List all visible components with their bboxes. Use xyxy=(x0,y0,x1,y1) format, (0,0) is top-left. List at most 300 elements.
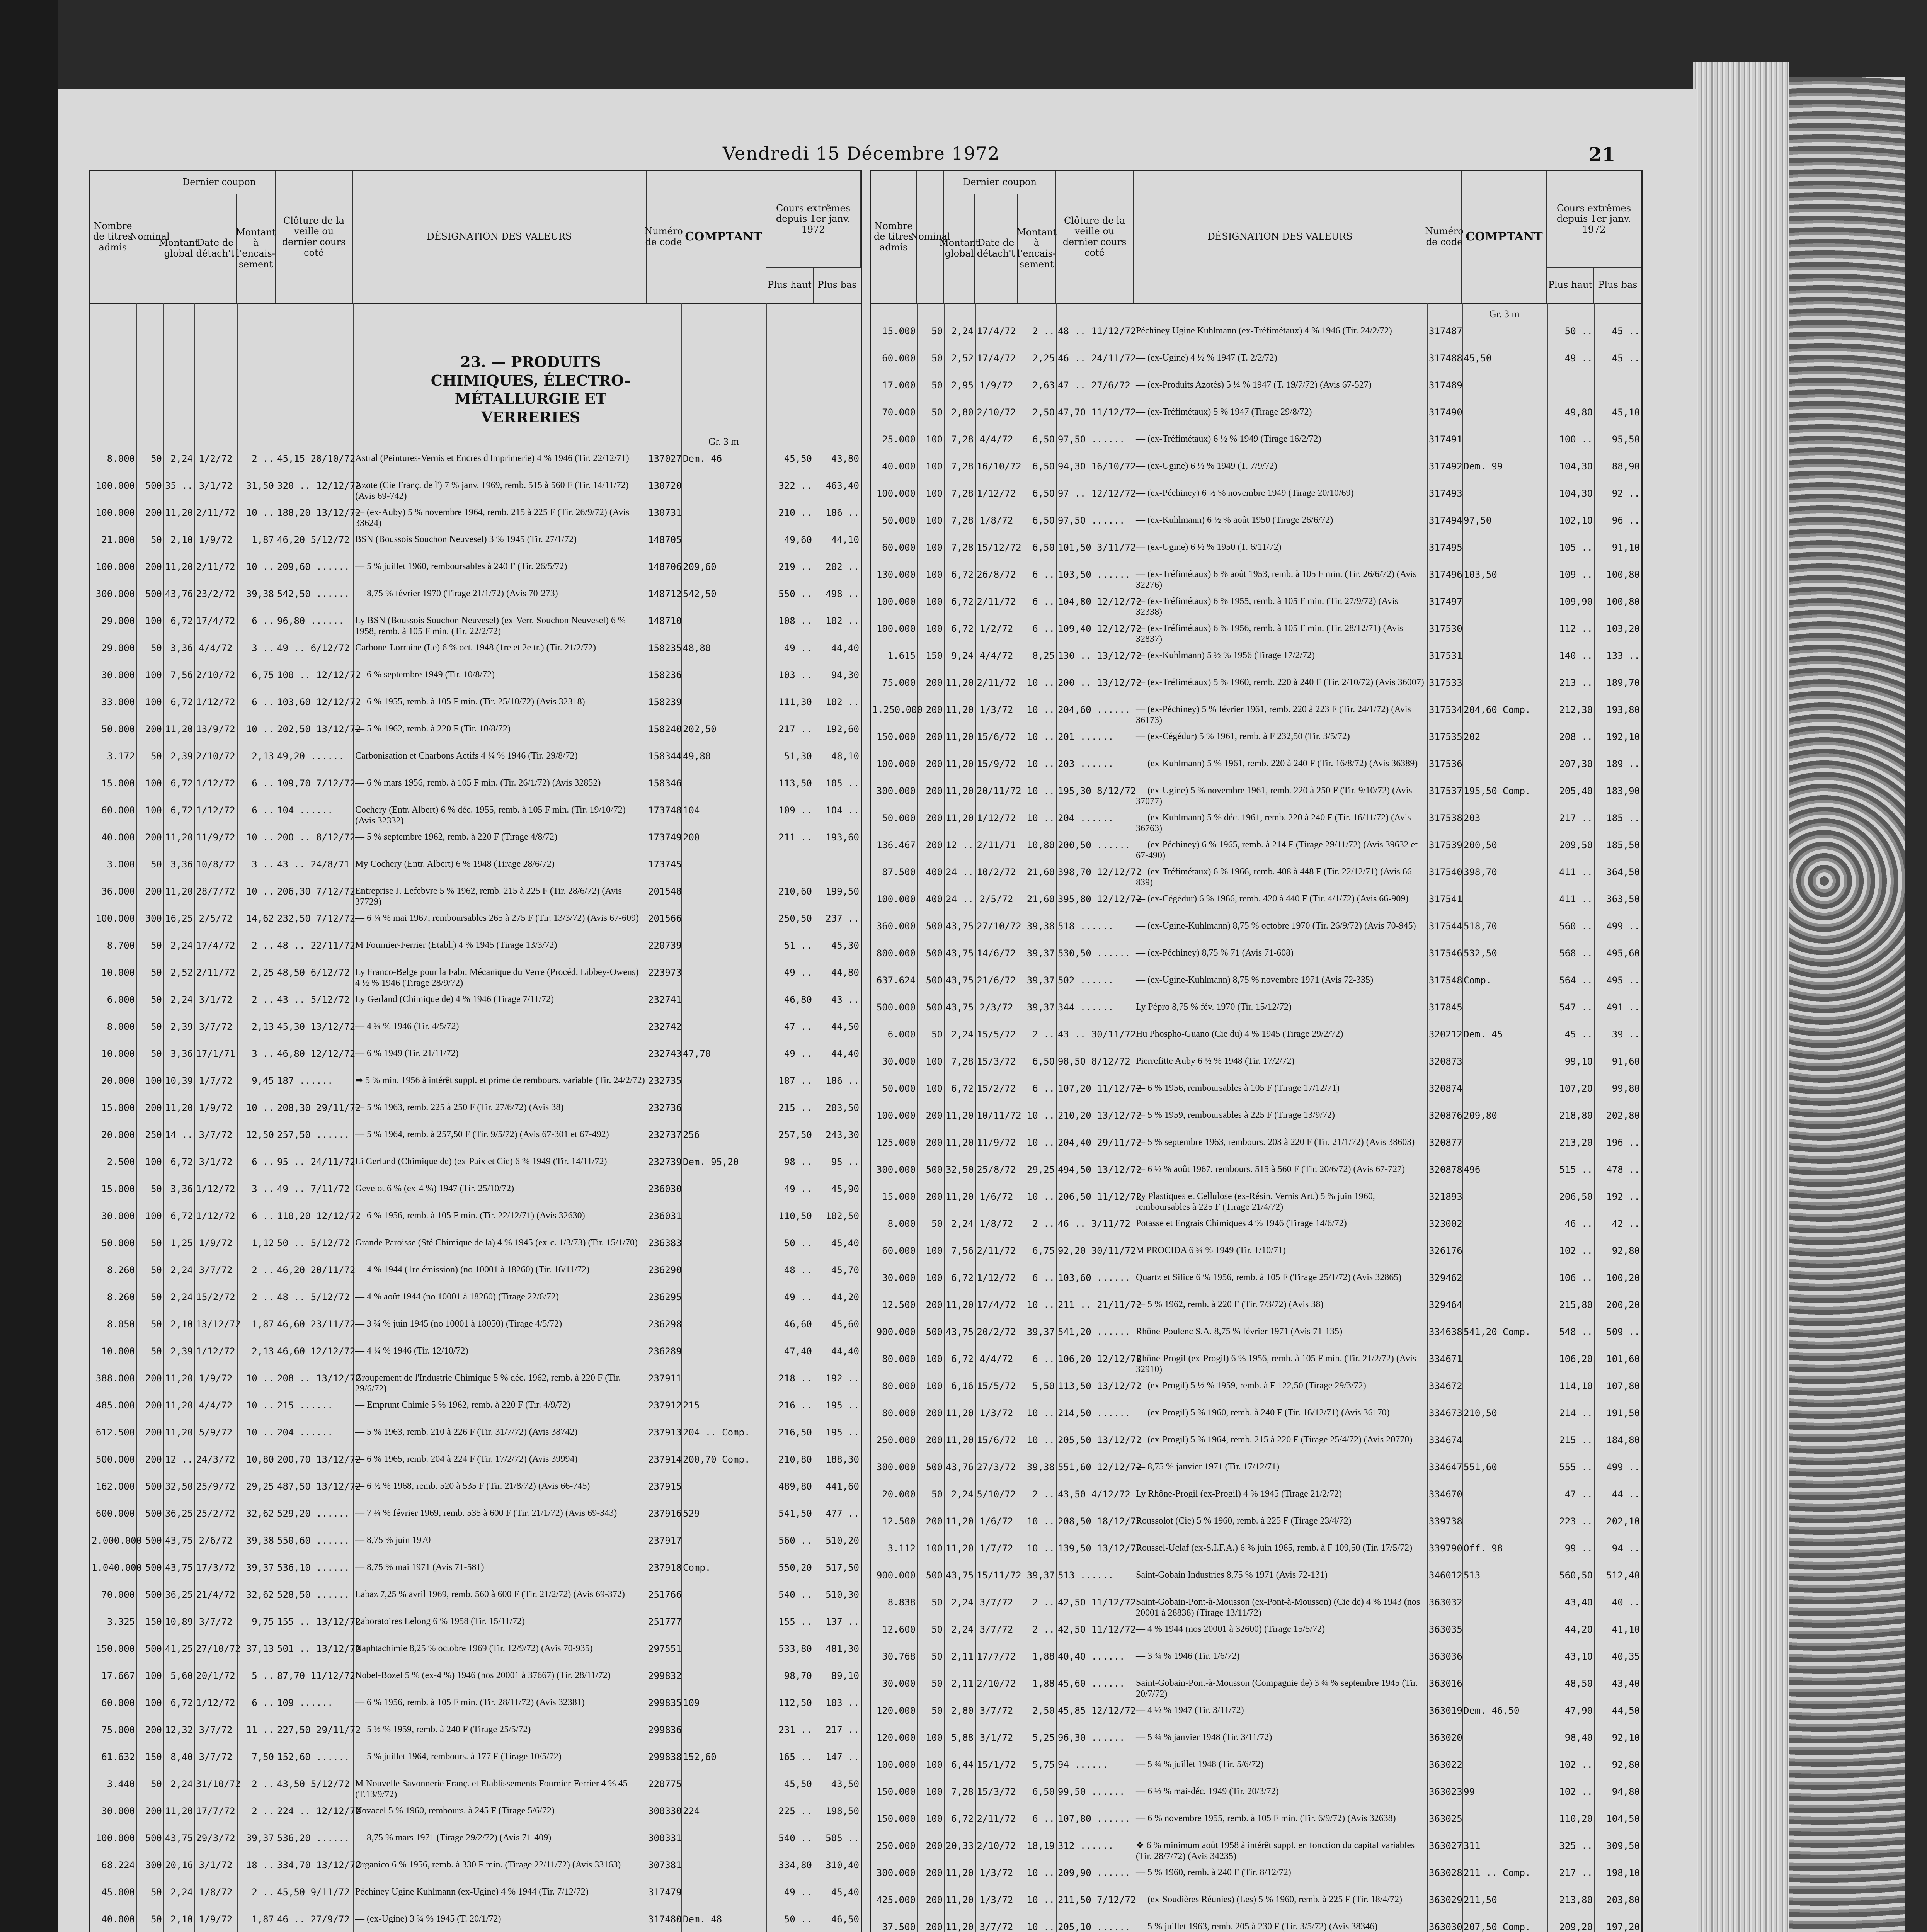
cell-nom: 200 xyxy=(145,1373,162,1384)
book-page xyxy=(58,89,1697,1932)
cell-des: Péchiney Ugine Kuhlmann (ex-Ugine) 4 % 1944 (Tir. 7/12/72) xyxy=(355,1887,589,1897)
cell-date: 1/12/72 xyxy=(977,488,1016,499)
cell-mf: 10 .. xyxy=(1026,1516,1055,1527)
cell-ph: 110,50 xyxy=(778,1211,812,1221)
cell-comp: 48,80 xyxy=(683,643,711,653)
cell-code: 237918 xyxy=(648,1562,682,1573)
col-montant-global: Montant global xyxy=(163,194,194,303)
cell-code: 237914 xyxy=(648,1454,682,1465)
cell-comp: 513 xyxy=(1464,1570,1481,1581)
cell-nom: 200 xyxy=(926,1867,943,1878)
cell-clot: 344 ...... xyxy=(1058,1002,1114,1013)
cell-n: 60.000 xyxy=(882,542,916,553)
cell-ph: 165 .. xyxy=(778,1752,812,1762)
cell-clot: 529,20 ...... xyxy=(277,1508,350,1519)
cell-n: 17.000 xyxy=(882,380,916,391)
cell-pb: 309,50 xyxy=(1606,1840,1640,1851)
table-row xyxy=(871,809,1641,836)
cell-mf: 3 .. xyxy=(252,643,274,653)
cell-code: 326176 xyxy=(1429,1245,1462,1256)
cell-mf: 10 .. xyxy=(1026,786,1055,796)
cell-pb: 189,70 xyxy=(1606,677,1640,688)
cell-clot: 46,80 12/12/72 xyxy=(277,1048,356,1059)
table-row xyxy=(90,774,861,801)
col-nominal: Nominal xyxy=(136,171,163,303)
cell-code: 317531 xyxy=(1429,650,1462,661)
cell-comp: 224 xyxy=(683,1806,700,1816)
cell-clot: 206,50 11/12/72 xyxy=(1058,1191,1142,1202)
page-date-header: Vendredi 15 Décembre 1972 xyxy=(723,143,1000,164)
right-rows xyxy=(871,322,1641,1932)
cell-pb: 237 .. xyxy=(826,913,859,924)
cell-des: — 5 ½ % 1959, remb. à 240 F (Tirage 25/5/72) xyxy=(355,1725,531,1735)
cell-nom: 50 xyxy=(151,453,162,464)
cell-n: 2.500 xyxy=(107,1156,135,1167)
cell-nom: 100 xyxy=(926,596,943,607)
cell-comp: 204,60 Comp. xyxy=(1464,704,1531,715)
cell-code: 320876 xyxy=(1429,1110,1462,1121)
table-row xyxy=(871,1837,1641,1864)
header-rule xyxy=(90,303,861,304)
cell-mg: 41,25 xyxy=(165,1643,193,1654)
cell-code: 363028 xyxy=(1429,1867,1462,1878)
cell-pb: 200,20 xyxy=(1606,1299,1640,1310)
cell-nom: 100 xyxy=(926,1354,943,1364)
cell-mg: 5,60 xyxy=(170,1670,193,1681)
cell-clot: 45,50 9/11/72 xyxy=(277,1887,350,1898)
cell-pb: 193,60 xyxy=(826,832,859,843)
cell-ph: 109,90 xyxy=(1559,596,1593,607)
cell-des: — (ex-Tréfimétaux) 6 % 1955, remb. à 105 F min. (Tir. 27/9/72) (Avis 32338) xyxy=(1136,596,1399,617)
table-row xyxy=(90,1450,861,1477)
cell-nom: 50 xyxy=(151,940,162,951)
cell-des: — (ex-Kuhlmann) 5 ½ % 1956 (Tirage 17/2/72) xyxy=(1136,650,1315,660)
table-row xyxy=(90,1180,861,1207)
cell-ph: 49 .. xyxy=(784,1184,812,1194)
cell-mf: 10 .. xyxy=(1026,1191,1055,1202)
cell-des: Péchiney Ugine Kuhlmann (ex-Tréfimétaux) 4 % 1946 (Tir. 24/2/72) xyxy=(1136,326,1392,336)
cell-clot: 200 .. 8/12/72 xyxy=(277,832,356,843)
cell-n: 12.500 xyxy=(882,1299,916,1310)
cell-n: 30.000 xyxy=(101,1806,135,1816)
cell-nom: 100 xyxy=(926,1245,943,1256)
cell-ph: 109 .. xyxy=(1559,569,1593,580)
cell-des: Li Gerland (Chimique de) (ex-Paix et Cie) 6 % 1949 (Tir. 14/11/72) xyxy=(355,1156,607,1167)
table-row xyxy=(871,1512,1641,1539)
cell-mg: 43,76 xyxy=(165,588,193,599)
cell-nom: 50 xyxy=(151,751,162,762)
cell-nom: 200 xyxy=(926,1922,943,1932)
cell-code: 130720 xyxy=(648,480,682,491)
cell-comp: Dem. 48 xyxy=(683,1914,722,1925)
cell-ph: 560 .. xyxy=(778,1535,812,1546)
cell-mf: 6 .. xyxy=(1032,1272,1055,1283)
cell-des: Ly Rhône-Progil (ex-Progil) 4 % 1945 (Tirage 21/2/72) xyxy=(1136,1489,1342,1499)
cell-n: 388.000 xyxy=(95,1373,135,1384)
cell-nom: 300 xyxy=(145,1860,162,1871)
cell-pb: 517,50 xyxy=(826,1562,859,1573)
cell-mf: 5 .. xyxy=(252,1670,274,1681)
cell-ph: 46,60 xyxy=(784,1319,812,1330)
cell-comp: 207,50 Comp. xyxy=(1464,1922,1531,1932)
cell-nom: 200 xyxy=(926,1408,943,1418)
cell-clot: 203 ...... xyxy=(1058,759,1114,769)
cell-des: — 6 % 1956, remboursables à 105 F (Tirage 17/12/71) xyxy=(1136,1083,1340,1093)
cell-mg: 7,28 xyxy=(951,461,974,472)
cell-clot: 48 .. 5/12/72 xyxy=(277,1292,350,1303)
cell-n: 75.000 xyxy=(101,1725,135,1735)
cell-pb: 364,50 xyxy=(1606,867,1640,878)
cell-comp: 49,80 xyxy=(683,751,711,762)
cell-mg: 11,20 xyxy=(165,507,193,518)
cell-n: 100.000 xyxy=(876,488,916,499)
table-row xyxy=(90,1369,861,1396)
cell-nom: 200 xyxy=(926,786,943,796)
cell-n: 60.000 xyxy=(101,1697,135,1708)
table-row xyxy=(90,531,861,558)
cell-clot: 45,60 ...... xyxy=(1058,1678,1125,1689)
cell-date: 1/12/72 xyxy=(977,1272,1016,1283)
cell-pb: 202 .. xyxy=(826,561,859,572)
cell-ph: 113,50 xyxy=(778,778,812,789)
cell-date: 25/9/72 xyxy=(196,1481,235,1492)
col-nombre-titres: Nombre de titres admis xyxy=(871,171,917,303)
cell-mg: 6,72 xyxy=(951,1813,974,1824)
cell-des: — (ex-Tréfimétaux) 6 ½ % 1949 (Tirage 16/2/72) xyxy=(1136,434,1321,444)
cell-mg: 2,24 xyxy=(951,1218,974,1229)
cell-mf: 39,37 xyxy=(1026,1570,1055,1581)
cell-mg: 2,39 xyxy=(170,1021,193,1032)
cell-nom: 500 xyxy=(926,948,943,959)
cell-mg: 11,20 xyxy=(946,1191,974,1202)
cell-mg: 20,16 xyxy=(165,1860,193,1871)
cell-n: 120.000 xyxy=(876,1732,916,1743)
cell-mf: 2,13 xyxy=(252,1346,274,1357)
table-row xyxy=(871,1404,1641,1431)
cell-pb: 509 .. xyxy=(1606,1327,1640,1337)
cell-mf: 6,50 xyxy=(1032,1786,1055,1797)
cell-pb: 243,30 xyxy=(826,1129,859,1140)
cell-mg: 2,24 xyxy=(170,453,193,464)
table-row xyxy=(871,1782,1641,1810)
cell-des: — 8,75 % mars 1971 (Tirage 29/2/72) (Avis 71-409) xyxy=(355,1833,552,1843)
cell-n: 300.000 xyxy=(876,1462,916,1473)
cell-ph: 102,10 xyxy=(1559,515,1593,526)
cell-n: 30.000 xyxy=(882,1272,916,1283)
cell-date: 3/1/72 xyxy=(199,1860,233,1871)
cell-code: 339790 xyxy=(1429,1543,1462,1554)
col-montant-francais: Montant à l'encais-sement xyxy=(1018,194,1056,303)
cell-nom: 50 xyxy=(151,1021,162,1032)
cell-date: 3/7/72 xyxy=(199,1129,233,1140)
cell-pb: 45,90 xyxy=(831,1184,859,1194)
cell-ph: 98 .. xyxy=(784,1156,812,1167)
cell-mf: 39,37 xyxy=(246,1833,274,1844)
cell-mf: 6 .. xyxy=(252,778,274,789)
cell-n: 2.000.000 xyxy=(92,1535,142,1546)
table-row xyxy=(90,1288,861,1315)
cell-code: 299836 xyxy=(648,1725,682,1735)
cell-pb: 186 .. xyxy=(826,507,859,518)
cell-des: — 6 % 1965, remb. 204 à 224 F (Tir. 17/2/72) (Avis 39994) xyxy=(355,1454,578,1464)
cell-mf: 2 .. xyxy=(252,1806,274,1816)
cell-mf: 10 .. xyxy=(246,832,274,843)
cell-ph: 205,40 xyxy=(1559,786,1593,796)
cell-date: 2/10/72 xyxy=(977,407,1016,418)
cell-des: — 6 ¼ % mai 1967, remboursables 265 à 275 F (Tir. 13/3/72) (Avis 67-609) xyxy=(355,913,639,923)
cell-clot: 209,60 ...... xyxy=(277,561,350,572)
cell-n: 10.000 xyxy=(101,967,135,978)
cell-pb: 495,60 xyxy=(1606,948,1640,959)
cell-pb: 510,20 xyxy=(826,1535,859,1546)
cell-n: 20.000 xyxy=(101,1129,135,1140)
cell-pb: 195 .. xyxy=(826,1427,859,1438)
table-row xyxy=(90,1153,861,1180)
cell-des: My Cochery (Entr. Albert) 6 % 1948 (Tirage 28/6/72) xyxy=(355,859,555,869)
cell-mf: 2 .. xyxy=(1032,1029,1055,1040)
cell-des: — 7 ¼ % février 1969, remb. 535 à 600 F (Tir. 21/1/72) (Avis 69-343) xyxy=(355,1508,617,1518)
cell-des: — 4 % 1944 (nos 20001 à 32600) (Tirage 15/5/72) xyxy=(1136,1624,1325,1634)
cell-date: 1/7/72 xyxy=(199,1075,233,1086)
cell-mf: 1,87 xyxy=(252,1914,274,1925)
table-row xyxy=(871,322,1641,349)
cell-clot: 47,70 11/12/72 xyxy=(1058,407,1136,418)
cell-date: 1/6/72 xyxy=(979,1516,1013,1527)
table-row xyxy=(871,1864,1641,1891)
cell-date: 1/8/72 xyxy=(979,1218,1013,1229)
book-page-edges xyxy=(1693,62,1789,1932)
cell-mg: 2,95 xyxy=(951,380,974,391)
cell-mf: 10 .. xyxy=(246,561,274,572)
table-row xyxy=(90,1585,861,1612)
table-row xyxy=(871,1485,1641,1512)
cell-nom: 100 xyxy=(145,1075,162,1086)
cell-pb: 196 .. xyxy=(1606,1137,1640,1148)
cell-code: 251777 xyxy=(648,1616,682,1627)
cell-code: 317487 xyxy=(1429,326,1462,337)
cell-des: — 5 % juillet 1963, remb. 205 à 230 F (Tir. 3/5/72) (Avis 38346) xyxy=(1136,1922,1378,1932)
cell-n: 33.000 xyxy=(101,697,135,707)
cell-mf: 6,50 xyxy=(1032,515,1055,526)
cell-n: 80.000 xyxy=(882,1381,916,1391)
cell-pb: 94,80 xyxy=(1612,1786,1640,1797)
cell-ph: 46 .. xyxy=(1564,1218,1593,1229)
cell-ph: 411 .. xyxy=(1559,894,1593,905)
cell-comp: 311 xyxy=(1464,1840,1481,1851)
cell-date: 4/4/72 xyxy=(199,1400,233,1411)
table-row xyxy=(90,963,861,990)
cell-nom: 200 xyxy=(926,1299,943,1310)
cell-date: 20/2/72 xyxy=(977,1327,1016,1337)
cell-mf: 6 .. xyxy=(252,1697,274,1708)
cell-n: 15.000 xyxy=(101,778,135,789)
cell-mg: 43,75 xyxy=(165,1535,193,1546)
cell-date: 17/4/72 xyxy=(196,940,235,951)
cell-mg: 11,20 xyxy=(165,1806,193,1816)
cell-des: — 6 % 1956, remb. à 105 F min. (Tir. 28/11/72) (Avis 32381) xyxy=(355,1697,585,1708)
cell-mf: 2 .. xyxy=(1032,326,1055,337)
cell-code: 320878 xyxy=(1429,1164,1462,1175)
cell-code: 148712 xyxy=(648,588,682,599)
cell-mf: 10 .. xyxy=(1026,813,1055,823)
table-row xyxy=(90,1207,861,1234)
cell-date: 10/2/72 xyxy=(977,867,1016,878)
cell-pb: 39 .. xyxy=(1612,1029,1640,1040)
cell-mf: 39,37 xyxy=(1026,1002,1055,1013)
cell-mf: 10 .. xyxy=(1026,1110,1055,1121)
cell-nom: 200 xyxy=(926,1110,943,1121)
cell-code: 317535 xyxy=(1429,731,1462,742)
table-row xyxy=(90,1044,861,1071)
cell-clot: 43 .. 5/12/72 xyxy=(277,994,350,1005)
cell-nom: 500 xyxy=(145,1562,162,1573)
cell-clot: 536,20 ...... xyxy=(277,1833,350,1844)
cell-date: 2/11/72 xyxy=(977,677,1016,688)
cell-pb: 45,60 xyxy=(831,1319,859,1330)
cell-nom: 200 xyxy=(926,1435,943,1446)
cell-nom: 200 xyxy=(926,840,943,850)
cell-ph: 46,80 xyxy=(784,994,812,1005)
cell-des: Ly Pépro 8,75 % fév. 1970 (Tir. 15/12/72) xyxy=(1136,1002,1292,1012)
cell-clot: 152,60 ...... xyxy=(277,1752,350,1762)
cell-mg: 11,20 xyxy=(165,561,193,572)
cell-ph: 102 .. xyxy=(1559,1759,1593,1770)
marbled-edge xyxy=(1789,77,1905,1932)
cell-clot: 205,50 13/12/72 xyxy=(1058,1435,1142,1446)
table-row xyxy=(871,1701,1641,1728)
cell-code: 299832 xyxy=(648,1670,682,1681)
cell-nom: 50 xyxy=(931,353,943,364)
cell-clot: 48 .. 22/11/72 xyxy=(277,940,356,951)
cell-mf: 3 .. xyxy=(252,859,274,870)
cell-date: 2/11/72 xyxy=(977,596,1016,607)
cell-code: 334647 xyxy=(1429,1462,1462,1473)
cell-code: 363035 xyxy=(1429,1624,1462,1635)
table-row xyxy=(90,666,861,693)
cell-pb: 133 .. xyxy=(1606,650,1640,661)
cell-ph: 49 .. xyxy=(784,1048,812,1059)
cell-pb: 89,10 xyxy=(831,1670,859,1681)
cell-mg: 6,72 xyxy=(170,1697,193,1708)
cell-mg: 11,20 xyxy=(946,677,974,688)
cell-mg: 43,75 xyxy=(946,975,974,986)
cell-ph: 216 .. xyxy=(778,1400,812,1411)
cell-des: — (ex-Péchiney) 8,75 % 71 (Avis 71-608) xyxy=(1136,948,1294,958)
cell-des: — (ex-Progil) 5 ½ % 1959, remb. à F 122,50 (Tirage 29/3/72) xyxy=(1136,1381,1366,1391)
cell-date: 15/5/72 xyxy=(977,1029,1016,1040)
cell-clot: 104 ...... xyxy=(277,805,333,816)
cell-des: Nobel-Bozel 5 % (ex-4 %) 1946 (nos 20001 à 37667) (Tir. 28/11/72) xyxy=(355,1670,611,1680)
cell-des: — 8,75 % février 1970 (Tirage 21/1/72) (Avis 70-273) xyxy=(355,588,558,599)
cell-mf: 6 .. xyxy=(1032,623,1055,634)
cell-mg: 2,24 xyxy=(170,940,193,951)
cell-date: 1/3/72 xyxy=(979,1867,1013,1878)
cell-nom: 50 xyxy=(151,534,162,545)
cell-ph: 325 .. xyxy=(1559,1840,1593,1851)
cell-comp: 541,20 Comp. xyxy=(1464,1327,1531,1337)
table-row xyxy=(90,1883,861,1910)
cell-ph: 47,90 xyxy=(1564,1705,1593,1716)
table-row xyxy=(871,1431,1641,1458)
cell-ph: 110,20 xyxy=(1559,1813,1593,1824)
cell-nom: 500 xyxy=(145,1481,162,1492)
cell-code: 334638 xyxy=(1429,1327,1462,1337)
cell-des: — (ex-Péchiney) 6 % 1965, remb. à 214 F (Tirage 29/11/72) (Avis 39632 et 67-490) xyxy=(1136,840,1418,861)
cell-mg: 2,24 xyxy=(170,1292,193,1303)
cell-code: 334670 xyxy=(1429,1489,1462,1500)
cell-pb: 498 .. xyxy=(826,588,859,599)
cell-date: 17/4/72 xyxy=(977,353,1016,364)
cell-n: 3.440 xyxy=(107,1779,135,1789)
cell-code: 334673 xyxy=(1429,1408,1462,1418)
cell-n: 300.000 xyxy=(876,786,916,796)
cell-n: 6.000 xyxy=(107,994,135,1005)
cell-pb: 512,40 xyxy=(1606,1570,1640,1581)
table-row xyxy=(90,1856,861,1883)
cell-date: 3/7/72 xyxy=(199,1616,233,1627)
cell-pb: 441,60 xyxy=(826,1481,859,1492)
cell-mf: 6 .. xyxy=(1032,1813,1055,1824)
cell-mg: 43,75 xyxy=(946,921,974,932)
cell-des: — 5 % 1960, remb. à 240 F (Tir. 8/12/72) xyxy=(1136,1867,1291,1878)
cell-nom: 50 xyxy=(151,1292,162,1303)
cell-nom: 100 xyxy=(926,1813,943,1824)
cell-ph: 49 .. xyxy=(784,643,812,653)
cell-clot: 98,50 8/12/72 xyxy=(1058,1056,1130,1067)
cell-mg: 6,72 xyxy=(170,778,193,789)
cell-code: 363032 xyxy=(1429,1597,1462,1608)
cell-ph: 212,30 xyxy=(1559,704,1593,715)
cell-mg: 6,72 xyxy=(951,596,974,607)
cell-date: 2/10/72 xyxy=(196,670,235,680)
cell-ph: 49 .. xyxy=(1564,353,1593,364)
cell-des: Quartz et Silice 6 % 1956, remb. à 105 F (Tirage 25/1/72) (Avis 32865) xyxy=(1136,1272,1402,1282)
cell-pb: 199,50 xyxy=(826,886,859,897)
cell-des: Labaz 7,25 % avril 1969, remb. 560 à 600 F (Tir. 21/2/72) (Avis 69-372) xyxy=(355,1589,625,1599)
cell-nom: 500 xyxy=(926,1570,943,1581)
table-row xyxy=(90,558,861,585)
cell-mg: 7,28 xyxy=(951,542,974,553)
cell-nom: 100 xyxy=(145,697,162,707)
cell-n: 30.768 xyxy=(882,1651,916,1662)
cell-ph: 568 .. xyxy=(1559,948,1593,959)
cell-pb: 102 .. xyxy=(826,616,859,626)
cell-mg: 2,10 xyxy=(170,1319,193,1330)
cell-n: 150.000 xyxy=(95,1643,135,1654)
cell-code: 148705 xyxy=(648,534,682,545)
cell-des: — 5 % 1963, remb. 225 à 250 F (Tir. 27/6/72) (Avis 38) xyxy=(355,1102,564,1112)
cell-mf: 39,37 xyxy=(1026,975,1055,986)
cell-mg: 10,89 xyxy=(165,1616,193,1627)
cell-clot: 206,30 7/12/72 xyxy=(277,886,356,897)
cell-date: 2/11/72 xyxy=(196,561,235,572)
left-rows xyxy=(90,449,861,1932)
cell-des: Saint-Gobain-Pont-à-Mousson (Compagnie de) 3 ¾ % septembre 1945 (Tir. 20/7/72) xyxy=(1136,1678,1418,1699)
table-row xyxy=(871,1458,1641,1485)
cell-nom: 50 xyxy=(151,1779,162,1789)
cell-pb: 45,70 xyxy=(831,1265,859,1276)
cell-n: 637.624 xyxy=(876,975,916,986)
cell-clot: 99,50 ...... xyxy=(1058,1786,1125,1797)
cell-pb: 137 .. xyxy=(826,1616,859,1627)
cell-mg: 43,75 xyxy=(165,1562,193,1573)
cell-date: 1/9/72 xyxy=(979,380,1013,391)
cell-n: 61.632 xyxy=(101,1752,135,1762)
cell-code: 317539 xyxy=(1429,840,1462,850)
cell-nom: 500 xyxy=(145,1833,162,1844)
cell-mf: 12,50 xyxy=(246,1129,274,1140)
cell-mg: 11,20 xyxy=(165,724,193,735)
